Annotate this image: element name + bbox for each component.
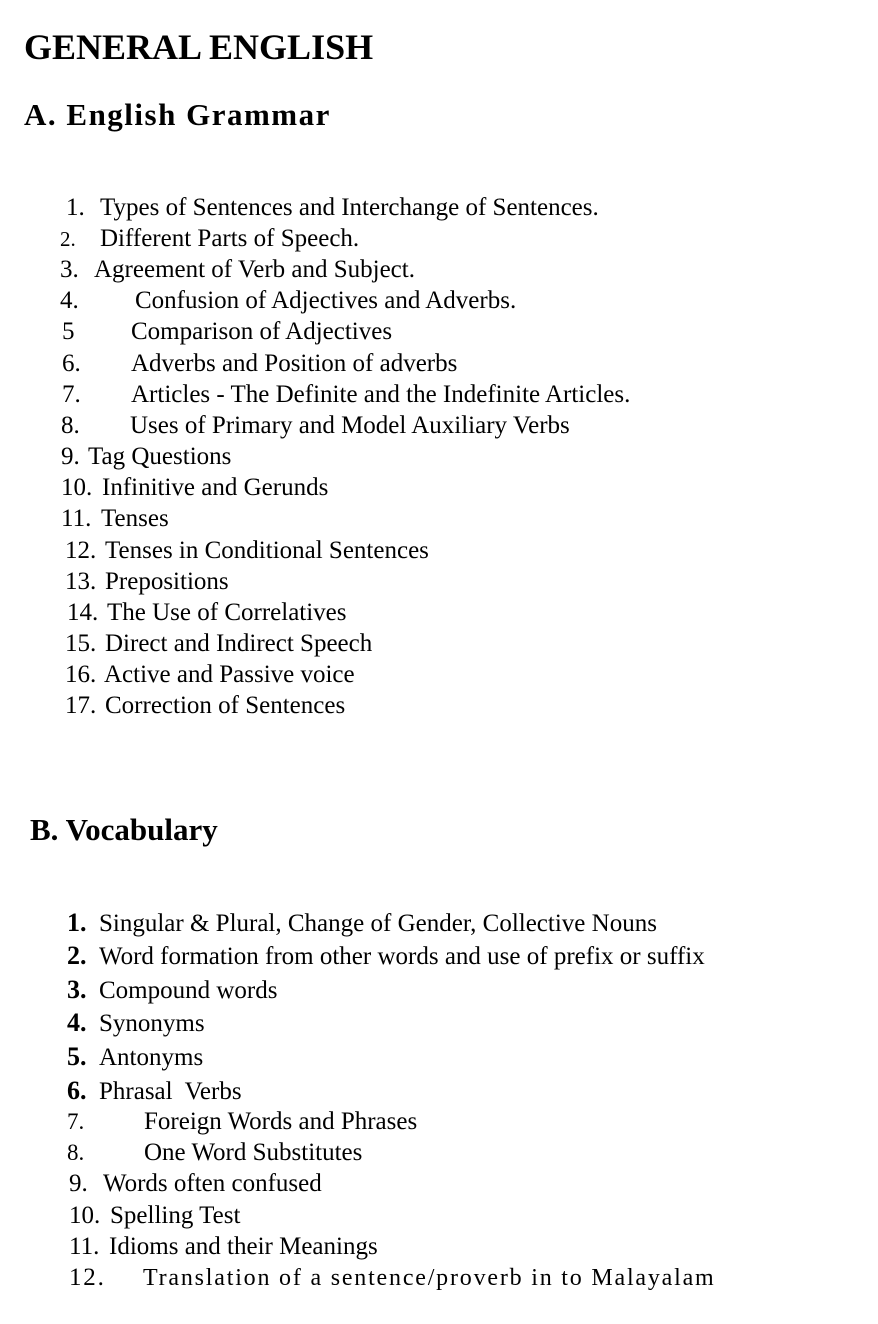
item-text: Phrasal Verbs bbox=[99, 1078, 242, 1105]
page-title: GENERAL ENGLISH bbox=[24, 27, 374, 67]
item-number: 11. bbox=[61, 505, 92, 532]
item-number: 3. bbox=[67, 975, 87, 1004]
list-item bbox=[62, 348, 457, 379]
item-number: 7. bbox=[62, 381, 81, 408]
item-number: 5 bbox=[62, 318, 75, 345]
item-text: Prepositions bbox=[105, 568, 229, 595]
item-number: 2. bbox=[67, 941, 87, 970]
item-text: Confusion of Adjectives and Adverbs. bbox=[135, 287, 517, 314]
item-text: Correction of Sentences bbox=[105, 692, 346, 719]
list-item bbox=[62, 379, 630, 410]
list-item bbox=[65, 535, 429, 566]
list-item bbox=[67, 1007, 205, 1039]
item-number: 15. bbox=[65, 630, 97, 657]
item-number: 9. bbox=[69, 1170, 88, 1197]
item-text: Articles - The Definite and the Indefinite Articles. bbox=[131, 381, 631, 408]
item-number: 4. bbox=[60, 287, 79, 314]
item-number: 3. bbox=[60, 256, 79, 283]
item-text: Adverbs and Position of adverbs bbox=[131, 350, 458, 377]
item-number: 16. bbox=[65, 661, 97, 688]
list-item bbox=[62, 316, 392, 347]
item-number: 11. bbox=[69, 1233, 100, 1260]
item-number: 1. bbox=[66, 194, 85, 221]
list-item bbox=[69, 1168, 322, 1199]
list-item bbox=[69, 1200, 240, 1231]
item-number: 13. bbox=[65, 568, 97, 595]
list-item bbox=[67, 974, 277, 1006]
item-number: 2. bbox=[60, 227, 76, 251]
item-text: One Word Substitutes bbox=[144, 1139, 363, 1166]
list-item bbox=[67, 1075, 242, 1107]
item-number: 1. bbox=[67, 908, 87, 937]
section-b-heading: B. Vocabulary bbox=[30, 812, 218, 847]
item-text: Agreement of Verb and Subject. bbox=[94, 256, 415, 283]
item-number: 5. bbox=[67, 1042, 87, 1071]
item-text: Tenses in Conditional Sentences bbox=[105, 537, 429, 564]
item-text: Different Parts of Speech. bbox=[100, 225, 360, 252]
list-item bbox=[67, 597, 347, 628]
item-number: 12. bbox=[65, 537, 97, 564]
item-text: Compound words bbox=[99, 977, 278, 1004]
item-text: Synonyms bbox=[99, 1010, 205, 1037]
item-number: 8. bbox=[67, 1140, 85, 1165]
item-text: Comparison of Adjectives bbox=[131, 318, 393, 345]
list-item bbox=[67, 1106, 417, 1137]
item-text: Uses of Primary and Model Auxiliary Verbs bbox=[130, 412, 570, 439]
item-number: 6. bbox=[62, 350, 81, 377]
list-item bbox=[66, 192, 599, 223]
item-number: 8. bbox=[61, 412, 80, 439]
list-item bbox=[61, 441, 231, 472]
item-text: Spelling Test bbox=[110, 1202, 241, 1229]
list-item bbox=[67, 1137, 362, 1168]
item-text: Tag Questions bbox=[88, 443, 232, 470]
section-a-heading: A. English Grammar bbox=[24, 97, 331, 132]
list-item bbox=[60, 254, 415, 285]
list-item bbox=[69, 1231, 378, 1262]
item-text: Idioms and their Meanings bbox=[109, 1233, 378, 1260]
list-item bbox=[61, 410, 570, 441]
item-text: Active and Passive voice bbox=[104, 661, 355, 688]
list-item bbox=[65, 566, 229, 597]
item-number: 9. bbox=[61, 443, 80, 470]
item-number: 6. bbox=[67, 1076, 87, 1105]
list-item bbox=[61, 472, 328, 503]
list-item bbox=[60, 223, 359, 255]
list-item bbox=[67, 1041, 203, 1073]
item-text: The Use of Correlatives bbox=[107, 599, 347, 626]
item-text: Word formation from other words and use of prefix or suffix bbox=[99, 943, 705, 970]
item-text: Antonyms bbox=[99, 1044, 204, 1071]
item-number: 17. bbox=[65, 692, 97, 719]
item-number: 10. bbox=[69, 1202, 101, 1229]
item-number: 7. bbox=[67, 1109, 85, 1134]
item-text: Words often confused bbox=[103, 1170, 322, 1197]
item-text: Foreign Words and Phrases bbox=[144, 1108, 418, 1135]
item-text: Direct and Indirect Speech bbox=[105, 630, 373, 657]
item-text: Infinitive and Gerunds bbox=[102, 474, 329, 501]
list-item bbox=[65, 690, 345, 721]
item-text: Translation of a sentence/proverb in to Malayalam bbox=[143, 1265, 716, 1291]
list-item bbox=[60, 285, 516, 316]
item-number: 14. bbox=[67, 599, 99, 626]
list-item bbox=[61, 503, 169, 534]
item-number: 4. bbox=[67, 1008, 87, 1037]
list-item bbox=[69, 1262, 716, 1294]
list-item bbox=[67, 940, 705, 972]
item-number: 10. bbox=[61, 474, 93, 501]
list-item bbox=[65, 659, 355, 690]
item-number: 12. bbox=[69, 1264, 106, 1291]
item-text: Types of Sentences and Interchange of Sentences. bbox=[100, 194, 599, 221]
list-item bbox=[65, 628, 372, 659]
item-text: Singular & Plural, Change of Gender, Collective Nouns bbox=[99, 910, 657, 937]
list-item bbox=[67, 907, 657, 939]
item-text: Tenses bbox=[101, 505, 169, 532]
